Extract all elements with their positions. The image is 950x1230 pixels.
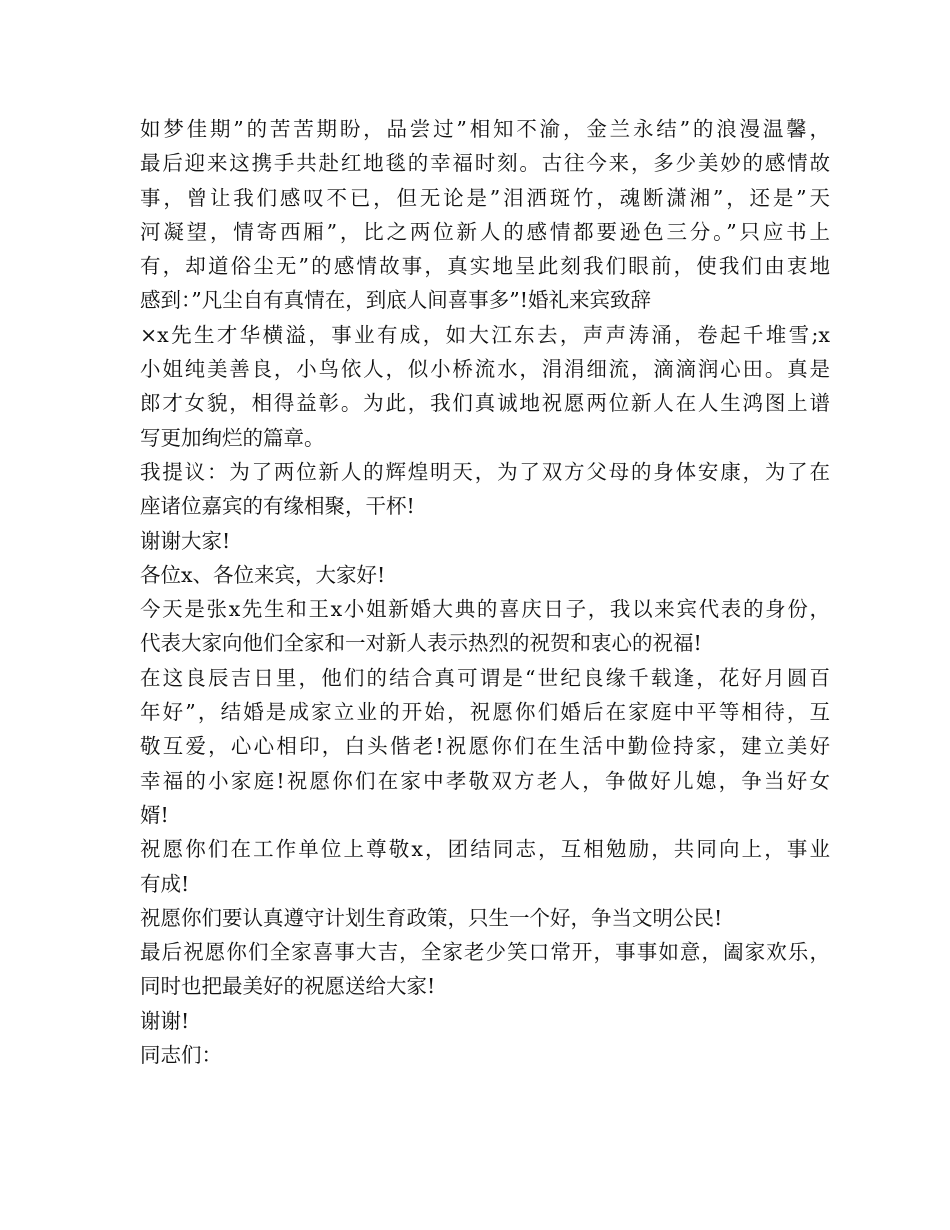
text-line: 有成! (140, 871, 190, 896)
text-line: 幸福的小家庭!祝愿你们在家中孝敬双方老人，争做好儿媳，争当好女 (140, 768, 830, 793)
text-line: 事，曾让我们感叹不已，但无论是”泪洒斑竹，魂断潇湘”，还是”天 (140, 185, 830, 210)
document-body (140, 112, 830, 1072)
text-line: 祝愿你们要认真遵守计划生育政策，只生一个好，争当文明公民! (140, 905, 723, 930)
text-line: 最后迎来这携手共赴红地毯的幸福时刻。古往今来，多少美妙的感情故 (140, 151, 830, 176)
text-line: 有，却道俗尘无”的感情故事，真实地呈此刻我们眼前，使我们由衷地 (140, 254, 830, 279)
text-line: 同志们： (140, 1043, 222, 1068)
text-line: 河凝望，情寄西厢”，比之两位新人的感情都要逊色三分。”只应书上 (140, 219, 830, 244)
text-line: 各位x、各位来宾，大家好! (140, 562, 386, 587)
text-line: 祝愿你们在工作单位上尊敬x，团结同志，互相勉励，共同向上，事业 (140, 837, 830, 862)
text-line: 年好”，结婚是成家立业的开始，祝愿你们婚后在家庭中平等相待，互 (140, 700, 830, 725)
text-line: 敬互爱，心心相印，白头偕老!祝愿你们在生活中勤俭持家，建立美好 (140, 734, 830, 759)
text-line: 写更加绚烂的篇章。 (140, 425, 325, 450)
text-line: 婿! (140, 802, 169, 827)
text-line: 谢谢! (140, 1008, 190, 1033)
text-line: 谢谢大家! (140, 528, 231, 553)
text-line: 座诸位嘉宾的有缘相聚，干杯! (140, 494, 415, 519)
text-line: 如梦佳期”的苦苦期盼，品尝过”相知不渝，金兰永结”的浪漫温馨， (140, 117, 830, 141)
text-line: 郎才女貌，相得益彰。为此，我们真诚地祝愿两位新人在人生鸿图上谱 (140, 391, 830, 416)
text-line: 小姐纯美善良，小鸟依人，似小桥流水，涓涓细流，滴滴润心田。真是 (140, 357, 830, 382)
text-line: 代表大家向他们全家和一对新人表示热烈的祝贺和衷心的祝福! (140, 631, 702, 656)
text-line: ×x先生才华横溢，事业有成，如大江东去，声声涛涌，卷起千堆雪;x (140, 322, 830, 347)
text-line: 在这良辰吉日里，他们的结合真可谓是“世纪良缘千载逢，花好月圆百 (140, 665, 830, 690)
text-line: 今天是张x先生和王x小姐新婚大典的喜庆日子，我以来宾代表的身份， (140, 597, 830, 622)
text-line: 感到：”凡尘自有真情在，到底人间喜事多”!婚礼来宾致辞 (140, 288, 651, 313)
text-line: 同时也把最美好的祝愿送给大家! (140, 974, 436, 999)
text-line: 我提议：为了两位新人的辉煌明天，为了双方父母的身体安康，为了在 (140, 459, 830, 484)
text-line: 最后祝愿你们全家喜事大吉，全家老少笑口常开，事事如意，阖家欢乐， (140, 940, 830, 965)
